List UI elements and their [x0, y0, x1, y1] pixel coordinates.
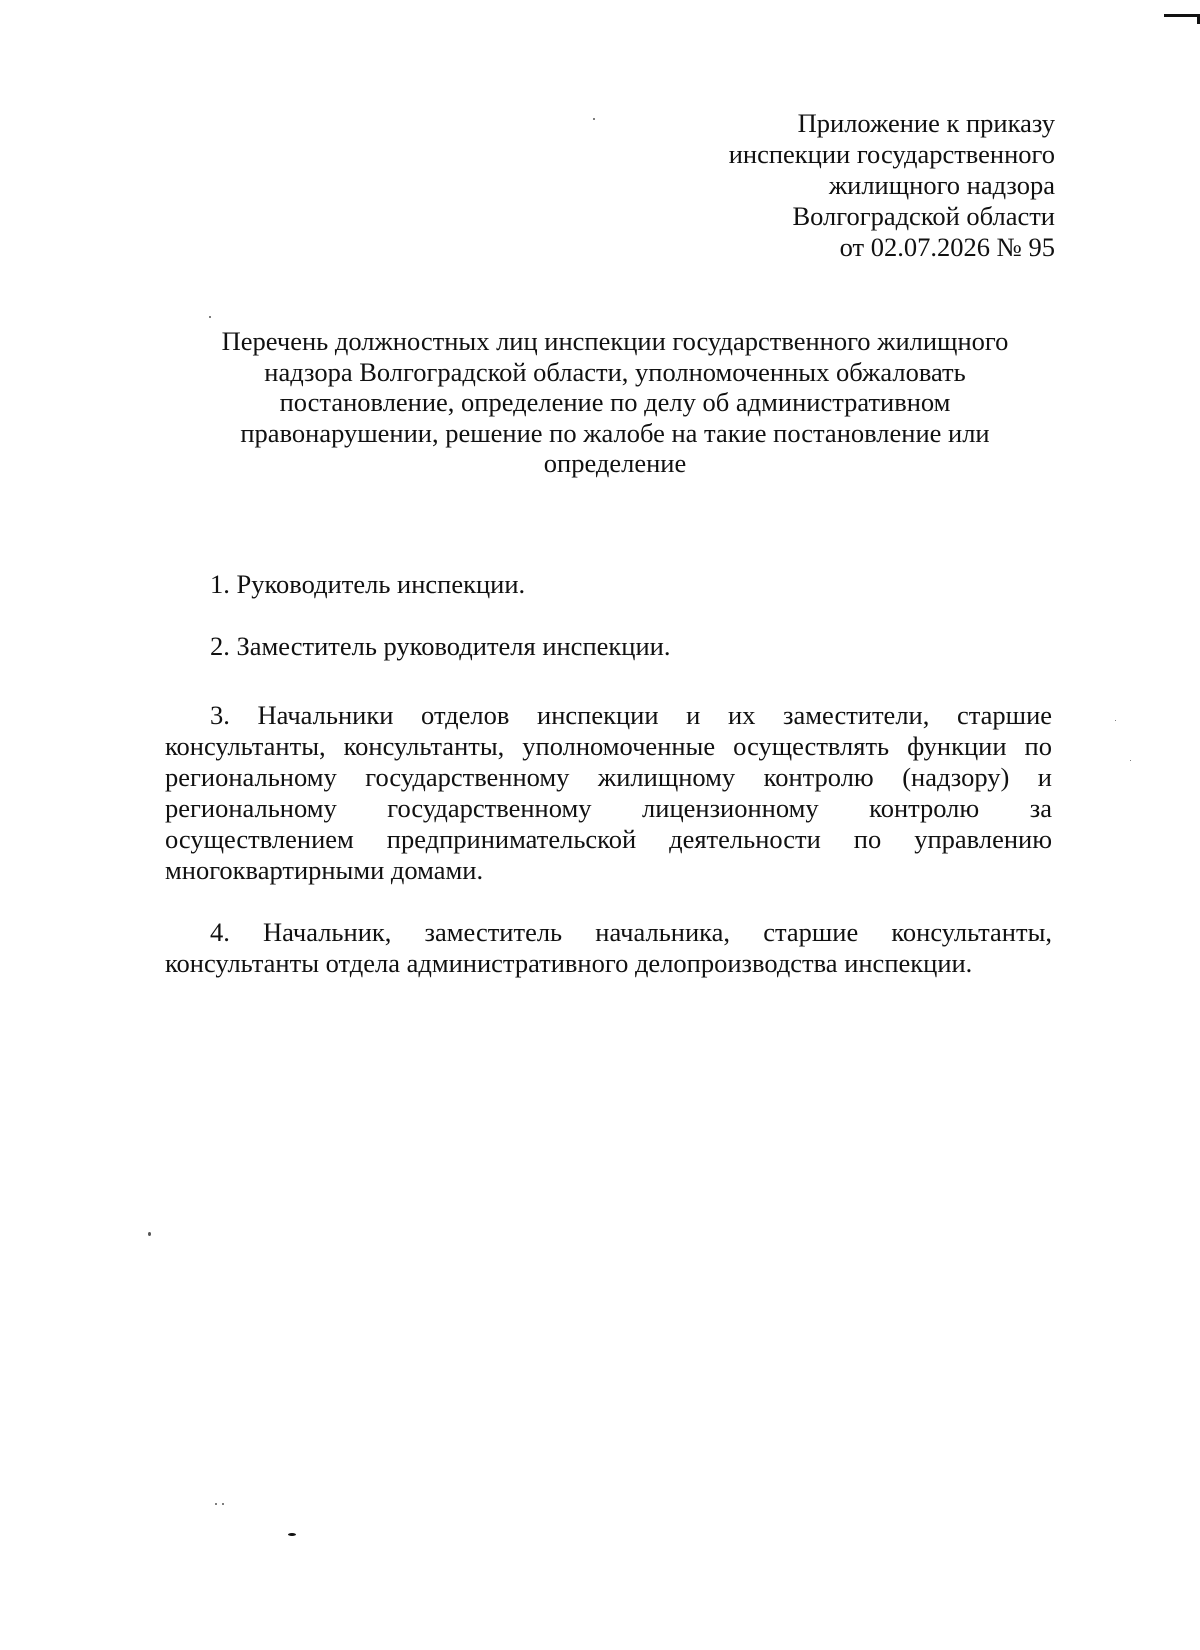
scan-speck	[1115, 720, 1116, 721]
scan-speck	[222, 1503, 224, 1505]
annex-line: жилищного надзора	[828, 170, 1055, 200]
list-item	[165, 631, 1052, 662]
list-item-number: 1.	[210, 569, 230, 599]
scan-speck	[215, 1503, 217, 1505]
list-item-paragraph	[165, 631, 1052, 662]
list-item-paragraph	[165, 569, 1052, 600]
scan-speck	[1130, 760, 1131, 761]
list-item	[165, 569, 1052, 600]
list-item-text: Заместитель руководителя инспекции.	[236, 631, 671, 661]
list-item-paragraph	[165, 700, 1052, 886]
scan-speck	[209, 316, 211, 318]
title-line: постановление, определение по делу об административном	[279, 387, 951, 417]
annex-line: Волгоградской области	[792, 201, 1055, 231]
title-line: определение	[543, 448, 687, 478]
document-title	[165, 326, 1065, 479]
scan-speck	[148, 1232, 151, 1236]
list-item-text: Начальник, заместитель начальника, старшие консультанты, консультанты отдела административного делопроизводства инспекции.	[165, 917, 1052, 978]
list-item	[165, 917, 1052, 979]
annex-header	[729, 108, 1055, 263]
list-item-number: 2.	[210, 631, 230, 661]
annex-line: Приложение к приказу	[797, 108, 1055, 138]
title-line: правонарушении, решение по жалобе на такие постановление или	[240, 417, 990, 448]
title-line: Перечень должностных лиц инспекции государственного жилищного	[221, 326, 1009, 356]
title-line: надзора Волгоградской области, уполномоченных обжаловать	[264, 356, 966, 387]
annex-line: инспекции государственного	[728, 139, 1055, 169]
list-item	[165, 700, 1052, 886]
list-item-number: 3.	[210, 700, 230, 730]
scan-speck	[288, 1533, 296, 1536]
annex-order-date-line: от 02.07.2026 № 95	[839, 232, 1055, 262]
list-item-text: Начальники отделов инспекции и их заместители, старшие консультанты, консультанты, уполномоченные осуществлять функции по региональному государственному жилищному контролю (надзору) и региональному государственному лицензионному контролю за осуществлением предпринимательской деятельности по управлению многоквартирными домами.	[165, 700, 1053, 885]
scan-speck	[593, 118, 595, 120]
list-item-text: Руководитель инспекции.	[236, 569, 526, 599]
list-item-number: 4.	[210, 917, 230, 947]
list-item-paragraph	[165, 917, 1052, 979]
scan-corner-mark	[1164, 14, 1200, 17]
